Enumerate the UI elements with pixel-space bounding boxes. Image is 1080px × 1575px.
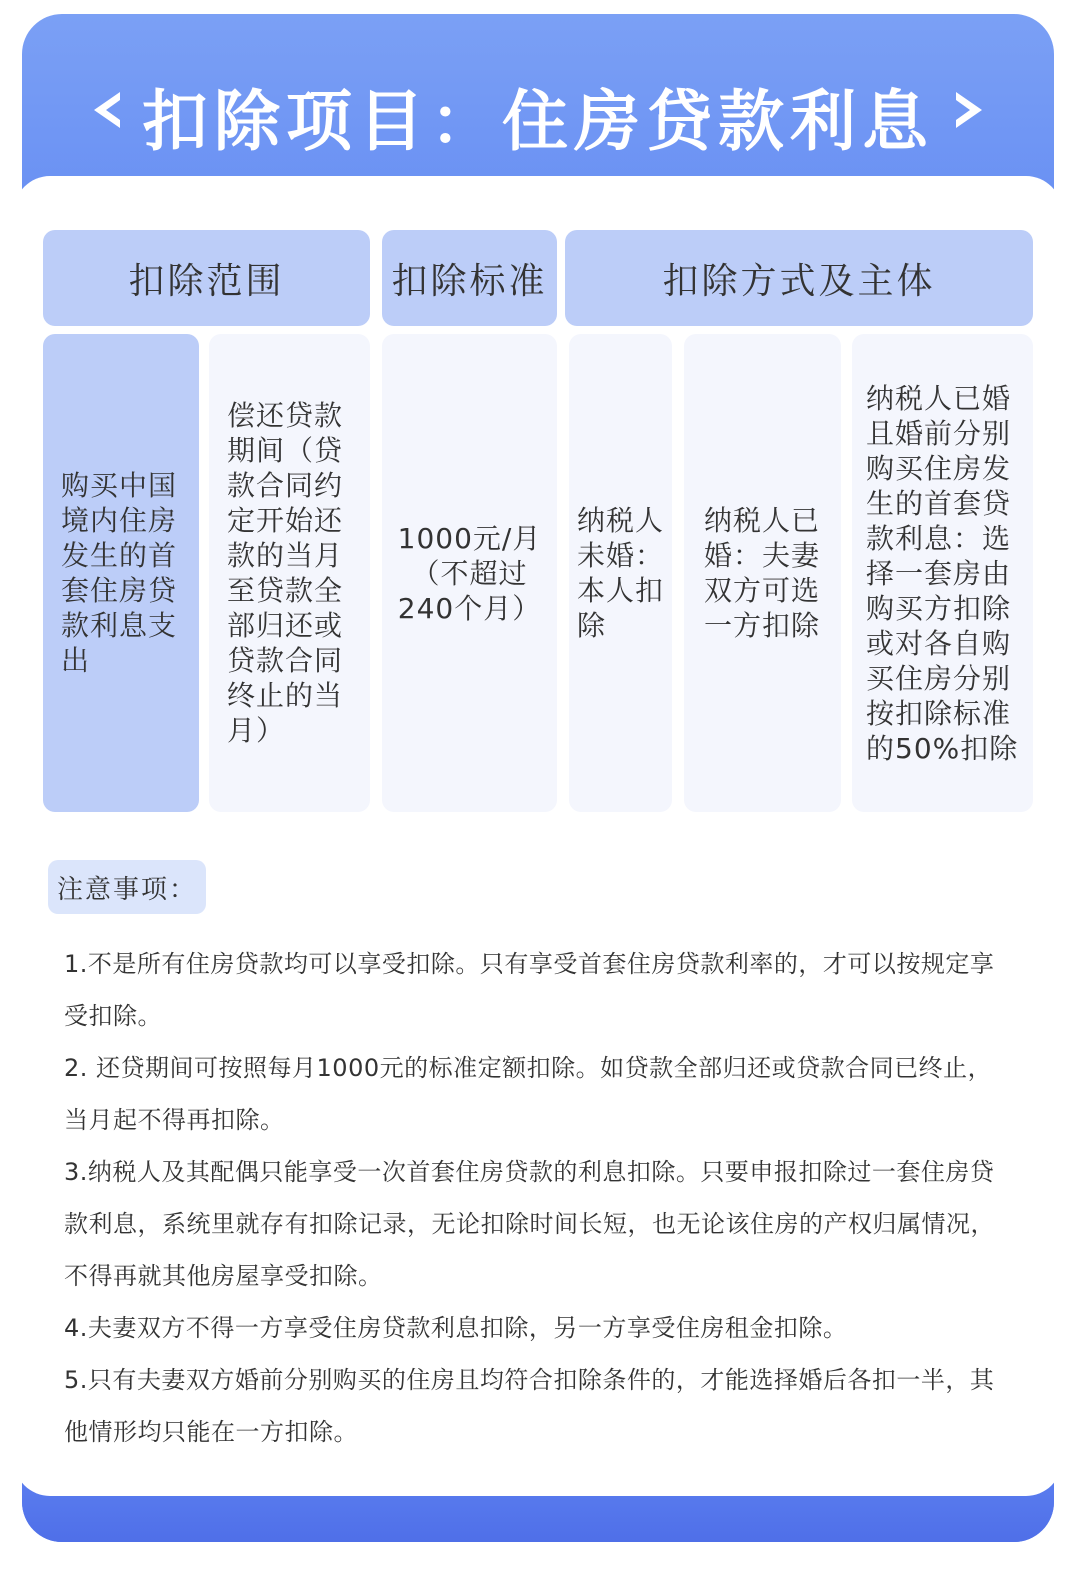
- header-method: 扣除方式及主体: [565, 230, 1033, 326]
- header-scope: 扣除范围: [43, 230, 370, 326]
- note-item: 3.纳税人及其配偶只能享受一次首套住房贷款的利息扣除。只要申报扣除过一套住房贷款利息，系统里就存有扣除记录，无论扣除时间长短，也无论该住房的产权归属情况，不得再就其他房屋享受扣除。: [64, 1158, 995, 1290]
- cell-text: 纳税人 未婚： 本人扣 除: [577, 504, 665, 642]
- cell-text: 购买中国 境内住房 发生的首 套住房贷 款利息支 出: [61, 469, 178, 677]
- note-item: 4.夫妻双方不得一方享受住房贷款利息扣除，另一方享受住房租金扣除。: [64, 1314, 848, 1342]
- cell-text: 偿还贷款 期间（贷 款合同约 定开始还 款的当月 至贷款全 部归还或 贷款合同 终止的当 月）: [227, 399, 344, 747]
- note-item: 5.只有夫妻双方婚前分别购买的住房且均符合扣除条件的，才能选择婚后各扣一半，其他情形均只能在一方扣除。: [64, 1366, 995, 1446]
- cell-scope-main: [43, 334, 199, 812]
- cell-method-premarital: [852, 334, 1033, 812]
- note-item: 2. 还贷期间可按照每月1000元的标准定额扣除。如贷款全部归还或贷款合同已终止，当月起不得再扣除。: [64, 1054, 993, 1134]
- cell-method-married: [684, 334, 841, 812]
- notes-label: 注意事项：: [48, 860, 206, 914]
- cell-method-unmarried: [569, 334, 672, 812]
- cell-text: 纳税人已婚 且婚前分别 购买住房发 生的首套贷 款利息：选 择一套房由 购买方扣除 或对各自购 买住房分别 按扣除标准 的50%扣除: [866, 381, 1019, 765]
- cell-standard: [382, 334, 557, 812]
- cell-text: 1000元/月 （不超过 240个月）: [397, 521, 542, 625]
- cell-text: 纳税人已 婚：夫妻 双方可选 一方扣除: [704, 504, 821, 642]
- page-title: 扣除项目：住房贷款利息: [142, 82, 934, 160]
- chevron-left-icon: [90, 90, 124, 141]
- notes-list: [64, 938, 1014, 1458]
- note-item: 1.不是所有住房贷款均可以享受扣除。只有享受首套住房贷款利率的，才可以按规定享受扣除。: [64, 950, 995, 1030]
- chevron-right-icon: [952, 90, 986, 141]
- title-banner: [22, 60, 1054, 170]
- cell-scope-period: [209, 334, 370, 812]
- header-standard: 扣除标准: [382, 230, 557, 326]
